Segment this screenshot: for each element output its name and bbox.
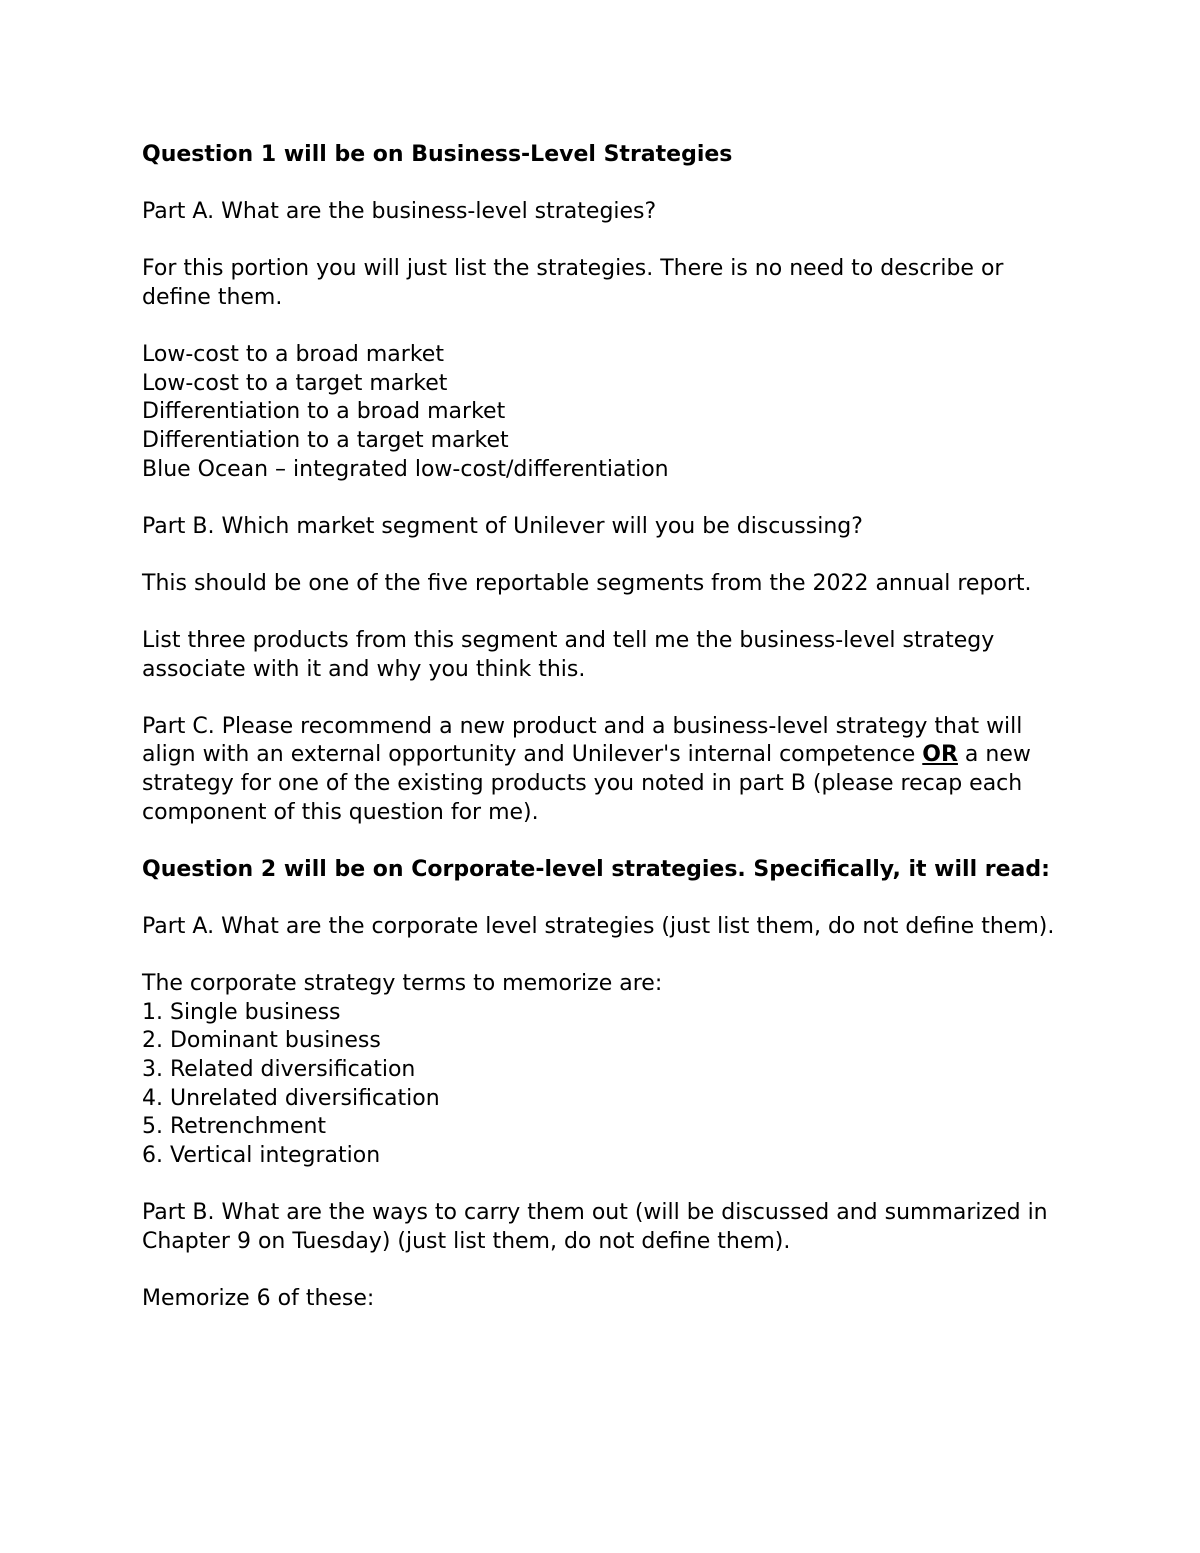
list-item: 3. Related diversification [142, 1057, 416, 1082]
list-item: 4. Unrelated diversification [142, 1085, 440, 1111]
q1-part-b: Part B. Which market segment of Unilever will you be discussing? [142, 513, 863, 539]
list-item: 2. Dominant business [142, 1028, 381, 1054]
list-intro: The corporate strategy terms to memorize are: [142, 971, 663, 997]
list-item: Differentiation to a broad market [142, 399, 506, 425]
question-1-heading: Question 1 will be on Business-Level Strategies [142, 142, 733, 167]
or-emphasis: OR [922, 742, 958, 768]
part-c-text-after: a new strategy for one of the existing products you noted in part B (please recap each component of this question for me). [142, 742, 1031, 825]
corporate-strategy-list [142, 970, 1072, 1170]
list-item: Low-cost to a target market [142, 370, 448, 396]
q1-products-note: List three products from this segment and tell me the business-level strategy associate with it and why you think this. [142, 628, 995, 682]
q1-instructions: For this portion you will just list the strategies. There is no need to describe or define them. [142, 256, 1004, 310]
list-item: 1. Single business [142, 999, 341, 1025]
q2-memorize: Memorize 6 of these: [142, 1285, 375, 1311]
question-2-heading: Question 2 will be on Corporate-level strategies. Specifically, it will read: [142, 856, 1050, 882]
list-item: 6. Vertical integration [142, 1142, 381, 1168]
q1-segment-note: This should be one of the five reportable segments from the 2022 annual report. [142, 570, 1032, 596]
business-strategy-list [142, 341, 1072, 484]
q2-part-a: Part A. What are the corporate level strategies (just list them, do not define them). [142, 914, 1055, 940]
list-item: Differentiation to a target market [142, 427, 509, 453]
document-page [142, 141, 1072, 1342]
list-item: Low-cost to a broad market [142, 342, 444, 368]
list-item: 5. Retrenchment [142, 1114, 327, 1140]
part-c-text-before: Part C. Please recommend a new product and a business-level strategy that will align with an external opportunity and Unilever's internal competence [142, 713, 1023, 768]
q1-part-a: Part A. What are the business-level strategies? [142, 199, 657, 225]
q2-part-b: Part B. What are the ways to carry them out (will be discussed and summarized in Chapter 9 on Tuesday) (just list them, do not define them). [142, 1199, 1048, 1254]
list-item: Blue Ocean – integrated low-cost/differentiation [142, 456, 669, 482]
q1-part-c [142, 713, 1072, 827]
